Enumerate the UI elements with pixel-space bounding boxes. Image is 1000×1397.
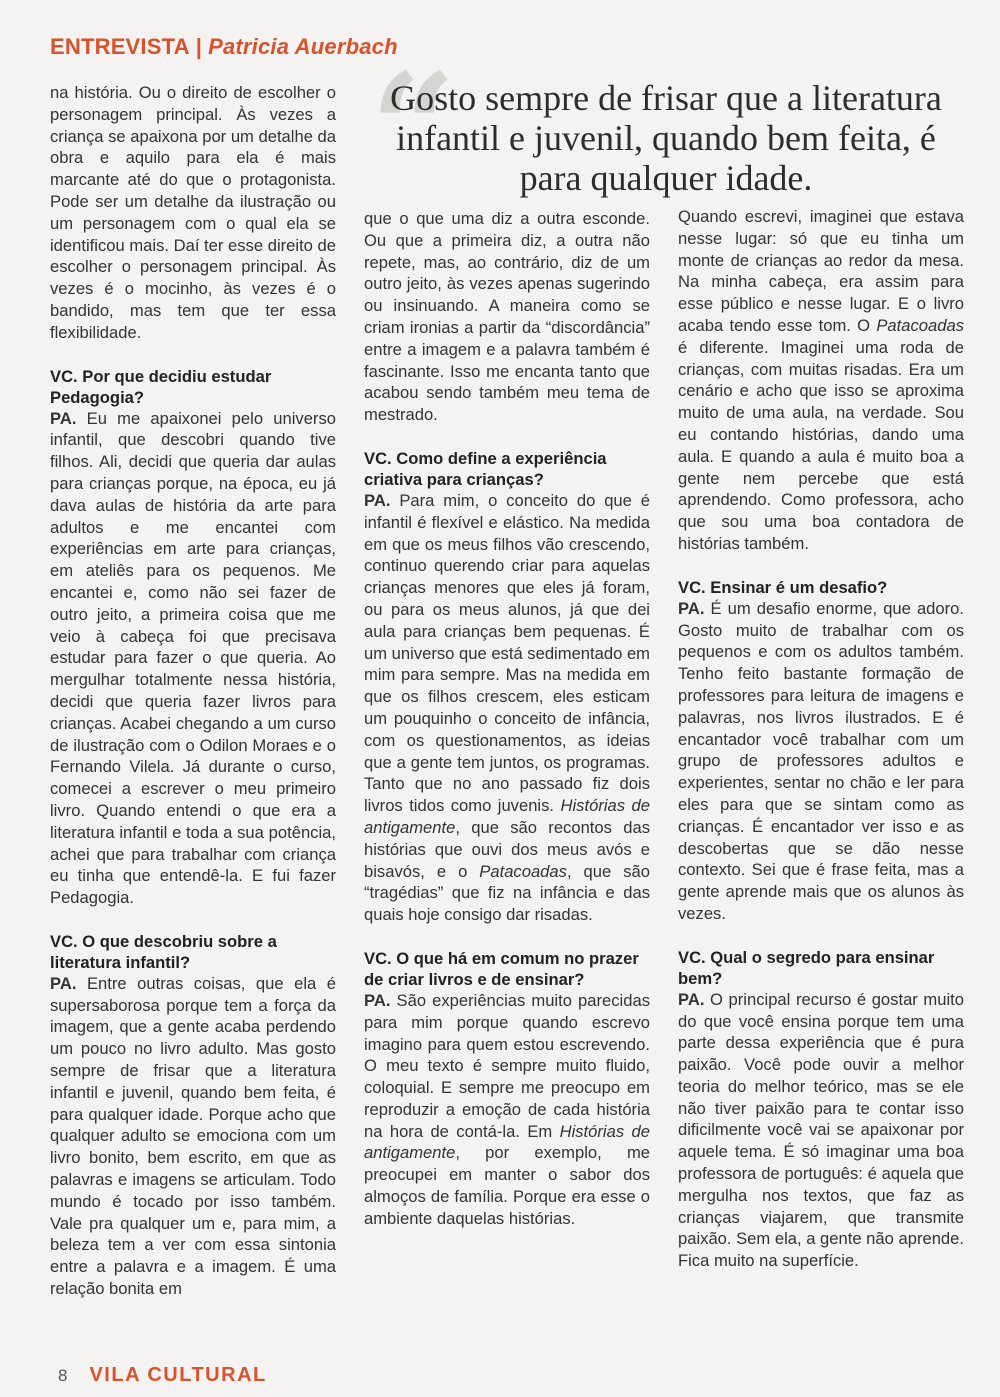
answer-lead: PA.	[50, 408, 77, 428]
answer-paragraph	[678, 598, 964, 925]
pull-quote	[366, 41, 966, 217]
answer-paragraph	[50, 408, 336, 909]
quote-mark-icon: “	[370, 41, 457, 217]
paragraph-text: é diferente. Imaginei uma roda de crianças, com muitas risadas. Era um cenário e acho que isso se aproxima muito de uma aula, na verdade. Sou eu contando histórias, dando uma aula. E quando a aula é muito boa a gente nem percebe que está aprendendo. Como professora, acho que sou uma boa contadora de histórias também.	[678, 337, 964, 553]
answer-lead: PA.	[364, 490, 391, 510]
answer-lead: PA.	[364, 990, 391, 1010]
book-title: Histórias de antigamente	[364, 1121, 650, 1163]
book-title: Patacoadas	[876, 315, 964, 335]
question-heading: VC. O que descobriu sobre a literatura infantil?	[50, 931, 277, 972]
answer-text: São experiências muito parecidas para mim porque quando escrevo imagino para quem estou escrevendo. O meu texto é sempre muito fluido, coloquial. E sempre me preocupo em reproduzir a emoção de cada história na hora de contá-la. Em	[364, 990, 650, 1141]
answer-lead: PA.	[678, 598, 705, 618]
question-heading: VC. Qual o segredo para ensinar bem?	[678, 947, 935, 988]
answer-text: , que são recontos das histórias que ouvi dos meus avós e bisavós, e o	[364, 817, 650, 881]
answer-paragraph	[364, 490, 650, 926]
column-2	[364, 208, 650, 1230]
answer-text: É um desafio enorme, que adoro. Gosto muito de trabalhar com os pequenos e com os adultos também. Tenho feito bastante formação de professores para leitura de imagens e palavras, nos livros ilustrados. E é encantador você trabalhar com um grupo de professores adultos e experientes, sentar no chão e ler para eles para que se sintam como as crianças. É encantador ver isso e as descobertas que se dão nesse contexto. Sei que é frase feita, mas a gente aprende mais que os alunos às vezes.	[678, 598, 964, 923]
paragraph: que o que uma diz a outra esconde. Ou que a primeira diz, a outra não repete, mas, ao contrário, diz de um outro jeito, às vezes apenas sugerindo ou insinuando. A maneira como se criam ironias a partir da “discordância” entre a imagem e a palavra também é fascinante. Isso me encanta tanto que acabou sendo também meu tema de mestrado.	[364, 209, 650, 425]
answer-text: , por exemplo, me preocupei em manter o sabor dos almoços de família. Porque era esse o ambiente daquelas histórias.	[364, 1143, 650, 1228]
question-heading: VC. Ensinar é um desafio?	[678, 577, 888, 597]
paragraph: na história. Ou o direito de escolher o personagem principal. Às vezes a criança se apaixona por um detalhe da obra e aquilo para ela é mais marcante até do que o protagonista. Pode ser um detalhe da ilustração ou um personagem com o qual ela se identificou mais. Daí ter esse direito de escolher o personagem principal. Às vezes é o mocinho, às vezes é o bandido, mas tem que ter essa flexibilidade.	[50, 83, 336, 342]
answer-text: O principal recurso é gostar muito do que você ensina porque tem uma parte dessa experiência que é pura paixão. Você pode ouvir a melhor teoria do melhor teórico, mas se ele não tiver paixão para te contar isso dificilmente você vai se apaixonar por aquele tema. É só imaginar uma boa professora de português: é aquela que mergulha nos textos, que faz as crianças viajarem, que transmite paixão. Sem ela, a gente não aprende. Fica muito na superfície.	[678, 989, 964, 1271]
magazine-brand: VILA CULTURAL	[89, 1364, 267, 1386]
header-separator: |	[195, 34, 203, 59]
answer-paragraph	[678, 989, 964, 1272]
question-heading: VC. O que há em comum no prazer de criar livros e de ensinar?	[364, 948, 639, 989]
author-name: Patricia Auerbach	[208, 34, 398, 59]
question-heading: VC. Como define a experiência criativa para crianças?	[364, 448, 607, 489]
answer-text: Eu me apaixonei pelo universo infantil, que descobri quando tive filhos. Ali, decidi que queria dar aulas para crianças porque, na época, eu já dava aulas de história da arte para adultos e me encantei com experiências em arte para crianças, em ateliês para os pequenos. Me encantei e, como não sei fazer de outro jeito, a primeira coisa que me veio à cabeça foi que precisava estudar para fazer o que queria. Ao mergulhar totalmente nessa história, decidi que queria fazer livros para crianças. Acabei chegando a um curso de ilustração com o Odilon Moraes e o Fernando Vilela. Já durante o curso, comecei a escrever o meu primeiro livro. Quando entendi o que era a literatura infantil e toda a sua potência, achei que para trabalhar com criança eu tinha que entendê-la. E fui fazer Pedagogia.	[50, 408, 336, 908]
book-title: Histórias de antigamente	[364, 796, 650, 837]
page-number: 8	[58, 1366, 68, 1385]
answer-paragraph	[50, 973, 336, 1300]
pull-quote-text: Gosto sempre de frisar que a literatura infantil e juvenil, quando bem feita, é para qualquer idade.	[390, 78, 942, 198]
answer-text: Entre outras coisas, que ela é supersaborosa porque tem a força da imagem, que a gente acaba perdendo um pouco no livro adulto. Mas gosto sempre de frisar que a literatura infantil e juvenil, quando bem feita, é para qualquer idade. Porque acho que qualquer adulto se emociona com um livro bonito, bem escrito, em que as palavras e imagens se articulam. Todo mundo é tocado por isso também. Vale pra qualquer um e, para mim, a beleza tem a ver com essa sintonia entre a palavra e a imagem. É uma relação bonita em	[50, 973, 336, 1299]
answer-text: , que são “tragédias” que fiz na infância e das quais hoje consigo dar risadas.	[364, 861, 650, 925]
paragraph-text: Quando escrevi, imaginei que estava nesse lugar: só que eu tinha um monte de crianças ao redor da mesa. Na minha cabeça, era assim para esse público e nesse lugar. E o livro acaba tendo esse tom. O	[678, 207, 964, 335]
answer-paragraph	[364, 990, 650, 1230]
column-1	[50, 82, 336, 1300]
section-label: ENTREVISTA	[50, 34, 190, 59]
paragraph	[678, 206, 964, 555]
column-3	[678, 206, 964, 1272]
answer-lead: PA.	[678, 989, 705, 1009]
answer-text: Para mim, o conceito do que é infantil é flexível e elástico. Na medida em que os meus filhos vão crescendo, continuo querendo criar para aquelas crianças menores que eles já foram, ou para os meus alunos, já que dei aula para crianças bem pequenas. É um universo que está sedimentado em mim para sempre. Mas na medida em que os filhos crescem, eles esticam um pouquinho o conceito de infância, com os questionamentos, as ideias que a gente tem juntos, os programas. Tanto que no ano passado fiz dois livros tidos como juvenis.	[364, 490, 650, 816]
book-title: Patacoadas	[479, 861, 567, 881]
page-footer	[58, 1364, 267, 1387]
answer-lead: PA.	[50, 973, 77, 993]
section-header	[50, 34, 398, 60]
question-heading: VC. Por que decidiu estudar Pedagogia?	[50, 366, 272, 407]
